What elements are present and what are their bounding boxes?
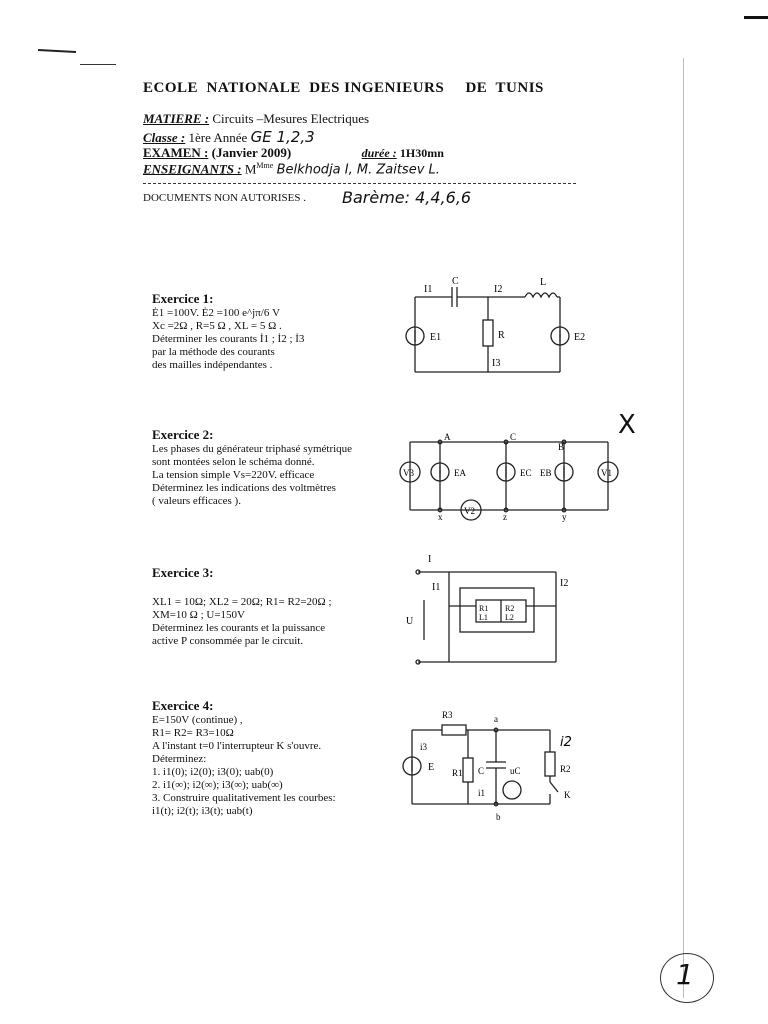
circuit-2-label: C [510,432,517,442]
exercise-4 [152,698,336,818]
classe-row [143,128,315,146]
exercise-3 [152,565,332,648]
exercise-3-line: XL1 = 10Ω; XL2 = 20Ω; R1= R2=20Ω ; [152,596,332,608]
circuit-2-label: x [438,512,443,522]
margin-cross-mark: X [618,410,636,440]
exercise-4-line: Déterminez: [152,753,207,765]
circuit-4-label: R3 [442,710,453,720]
circuit-4-label: i2 [560,735,572,750]
circuit-4-label: C [478,766,485,776]
enseignants-handwritten: Belkhodja I, M. Zaitsev L. [276,162,440,178]
circuit-4-label: i1 [478,788,486,798]
circuit-1-diagram [400,272,590,382]
exercise-1-line: Xc =2Ω , R=5 Ω , XL = 5 Ω . [152,320,282,332]
circuit-4-label: R1 [452,768,463,778]
circuit-1-label: E2 [574,332,586,343]
circuit-1-label: R [498,330,505,341]
exercise-3-line: XM=10 Ω ; U=150V [152,609,246,621]
circuit-4-label: a [494,714,498,724]
scan-mark-top-left [38,49,76,53]
matiere-value: Circuits –Mesures Electriques [212,111,370,126]
enseignants-row: ENSEIGNANTS : $M^{Mme}$ Belkhodja I, M. Zaitsev L. [143,161,440,178]
exercise-1-line: Ė1 =100V. Ė2 =100 e^jπ/6 V [152,307,281,319]
circuit-1-label: C [452,276,459,287]
exercise-3-title: Exercice 3: [152,565,214,580]
circuit-2-label: V1 [601,468,612,478]
enseignants-prefix: Mme [256,161,274,170]
exercise-1-line: par la méthode des courants [152,346,275,358]
circuit-2-label: EB [540,468,552,478]
exercise-4-line: A l'instant t=0 l'interrupteur K s'ouvre. [152,740,322,752]
exercise-4-line: E=150V (continue) , [152,714,243,726]
circuit-1-label: E1 [430,332,442,343]
classe-value: 1ère Année [188,130,248,145]
circuit-2-label: V2 [464,506,475,516]
page-number: 1 [676,958,694,991]
circuit-2-label: EA [454,468,466,478]
classe-label: Classe : [143,130,186,145]
page-edge-line [683,58,684,998]
circuit-3-label: U [406,616,414,627]
exercise-3-line: Déterminez les courants et la puissance [152,622,326,634]
circuit-1-label: L [540,277,547,288]
exercise-2-line: sont montées selon le schéma donné. [152,456,315,468]
exercise-4-line: 2. i1(∞); i2(∞); i3(∞); uab(∞) [152,779,283,791]
documents-notice: DOCUMENTS NON AUTORISES . [143,192,306,204]
exercise-2-line: La tension simple Vs=220V. efficace [152,469,315,481]
circuit-4-label: K [564,790,571,800]
exercise-3-line: active P consommée par le circuit. [152,635,304,647]
circuit-4-label: E [428,762,435,773]
duree-value: 1H30mn [399,146,444,160]
circuit-3-label: R2 [505,604,515,613]
header-divider [143,183,576,184]
exercise-1-line: Déterminer les courants İ1 ; İ2 ; İ3 [152,333,305,345]
exercise-4-line: 1. i1(0); i2(0); i3(0); uab(0) [152,766,274,778]
exercise-2-line: ( valeurs efficaces ). [152,495,241,507]
circuit-4-label: i3 [420,742,428,752]
exercise-4-line: 3. Construire qualitativement les courbes: [152,792,336,804]
exercise-1-title: Exercice 1: [152,291,214,306]
exercise-2-line: Déterminez les indications des voltmètres [152,482,336,494]
exercise-2-line: Les phases du générateur triphasé symétrique [152,443,353,455]
duree-label: durée : [361,146,397,160]
examen-label: EXAMEN : [143,145,209,160]
circuit-4-label: uC [510,766,521,776]
examen-row [143,145,444,161]
circuit-1-label: I3 [492,358,501,369]
circuit-3-label: I [428,554,432,565]
circuit-3-label: I2 [560,578,569,589]
circuit-2-label: EC [520,468,532,478]
matiere-row [143,111,369,127]
circuit-4-label: R2 [560,764,571,774]
enseignants-label: ENSEIGNANTS : [143,161,242,177]
scan-mark-top-right [744,16,768,19]
circuit-2-label: B [558,442,565,452]
exercise-1 [152,291,304,372]
school-name: ECOLE NATIONALE DES INGENIEURS DE TUNIS [143,80,544,96]
exercise-4-line: R1= R2= R3=10Ω [152,727,234,739]
circuit-4-diagram [400,702,596,824]
circuit-3-label: R1 [479,604,489,613]
circuit-2-diagram [396,430,628,522]
exercise-4-title: Exercice 4: [152,698,214,713]
circuit-3-label: L2 [505,613,514,622]
circuit-4-label: b [496,812,501,822]
circuit-1-label: I2 [494,284,503,295]
circuit-2-label: z [503,512,507,522]
circuit-2-label: A [444,432,451,442]
classe-handwritten: GE 1,2,3 [250,128,315,146]
circuit-3-diagram [404,550,580,670]
circuit-2-label: y [562,512,567,522]
circuit-3-label: L1 [479,613,488,622]
exercise-2 [152,427,352,508]
exercise-1-line: des mailles indépendantes . [152,359,273,371]
circuit-2-label: V3 [403,468,414,478]
scan-mark-top-left-2 [80,64,116,65]
examen-date: (Janvier 2009) [211,145,292,160]
exercise-4-line: i1(t); i2(t); i3(t); uab(t) [152,805,253,817]
circuit-1-label: I1 [424,284,433,295]
exercise-2-title: Exercice 2: [152,427,214,442]
circuit-3-label: I1 [432,582,441,593]
matiere-label: MATIERE : [143,111,210,126]
bareme-handwritten: Barème: 4,4,6,6 [342,188,472,207]
